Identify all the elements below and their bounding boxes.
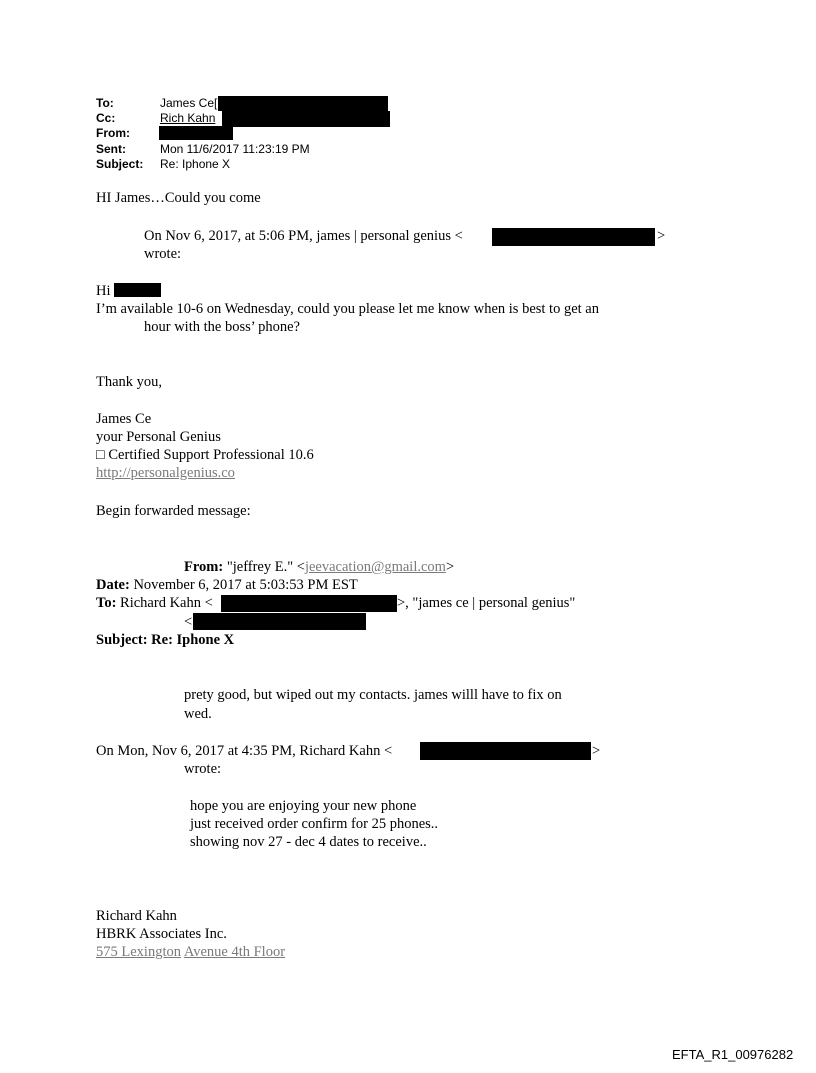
to-value: James Ce[ <box>160 96 218 110</box>
quote1-line1-suffix: > <box>657 228 666 244</box>
sent-label: Sent: <box>96 142 126 156</box>
subject-label: Subject: <box>96 157 144 171</box>
redaction-to <box>218 96 388 111</box>
redaction-hi-name <box>114 283 161 297</box>
quote2-line1: On Mon, Nov 6, 2017 at 4:35 PM, Richard Kahn < <box>96 743 393 759</box>
quote1-line1: On Nov 6, 2017, at 5:06 PM, james | personal genius < <box>144 228 463 244</box>
from-label: From: <box>96 126 130 140</box>
sent-value: Mon 11/6/2017 11:23:19 PM <box>160 142 310 156</box>
inner-msg-line2: just received order confirm for 25 phones.. <box>190 816 439 832</box>
fwd-subject-line: Subject: Re: Iphone X <box>96 632 235 648</box>
quote1-line2: wrote: <box>144 246 182 262</box>
sig2-name: Richard Kahn <box>96 908 177 924</box>
address-link-part1[interactable]: 575 Lexington <box>96 944 181 960</box>
redaction-james-email <box>492 228 655 246</box>
sig-cert: □ Certified Support Professional 10.6 <box>96 447 314 463</box>
quote2-line2: wrote: <box>184 761 222 777</box>
fwd-to-line2: < <box>184 614 193 630</box>
redaction-richard-email <box>420 742 591 760</box>
subject-value: Re: Iphone X <box>160 157 231 171</box>
fwd-to-line-suffix: >, "james ce | personal genius" <box>397 595 576 611</box>
thanks-line: Thank you, <box>96 374 163 390</box>
fwd-msg-line1: prety good, but wiped out my contacts. james willl have to fix on <box>184 687 562 703</box>
cc-value: Rich Kahn <box>160 111 216 125</box>
fwd-from-email-link[interactable]: jeevacation@gmail.com <box>304 559 446 575</box>
redaction-from <box>159 126 233 140</box>
sig2-company: HBRK Associates Inc. <box>96 926 227 942</box>
sig-title: your Personal Genius <box>96 429 221 445</box>
address-link-part2[interactable]: Avenue 4th Floor <box>183 944 286 960</box>
quote2-line1-suffix: > <box>592 743 601 759</box>
reply-line: HI James…Could you come <box>96 190 261 206</box>
forwarded-heading: Begin forwarded message: <box>96 503 251 519</box>
sig2-address <box>96 943 285 961</box>
redaction-fwd-to-james <box>193 613 366 630</box>
doc-id-footer: EFTA_R1_00976282 <box>672 1047 794 1062</box>
availability-line1: I’m available 10-6 on Wednesday, could you please let me know when is best to get an <box>96 301 599 317</box>
inner-msg-line1: hope you are enjoying your new phone <box>190 798 417 814</box>
redaction-cc <box>222 111 390 127</box>
sig-url-link[interactable]: http://personalgenius.co <box>96 465 235 481</box>
to-label: To: <box>96 96 114 110</box>
fwd-to-line: To: Richard Kahn < <box>96 595 213 611</box>
fwd-date-line: Date: November 6, 2017 at 5:03:53 PM EST <box>96 577 358 593</box>
fwd-msg-line2: wed. <box>184 706 212 722</box>
greeting-hi: Hi <box>96 283 111 299</box>
cc-label: Cc: <box>96 111 116 125</box>
sig-name: James Ce <box>96 411 152 427</box>
availability-line2: hour with the boss’ phone? <box>144 319 300 335</box>
inner-msg-line3: showing nov 27 - dec 4 dates to receive.. <box>190 834 427 850</box>
fwd-from-line: From: "jeffrey E." <jeevacation@gmail.com> <box>184 559 455 575</box>
redaction-fwd-to-richard <box>221 595 397 612</box>
